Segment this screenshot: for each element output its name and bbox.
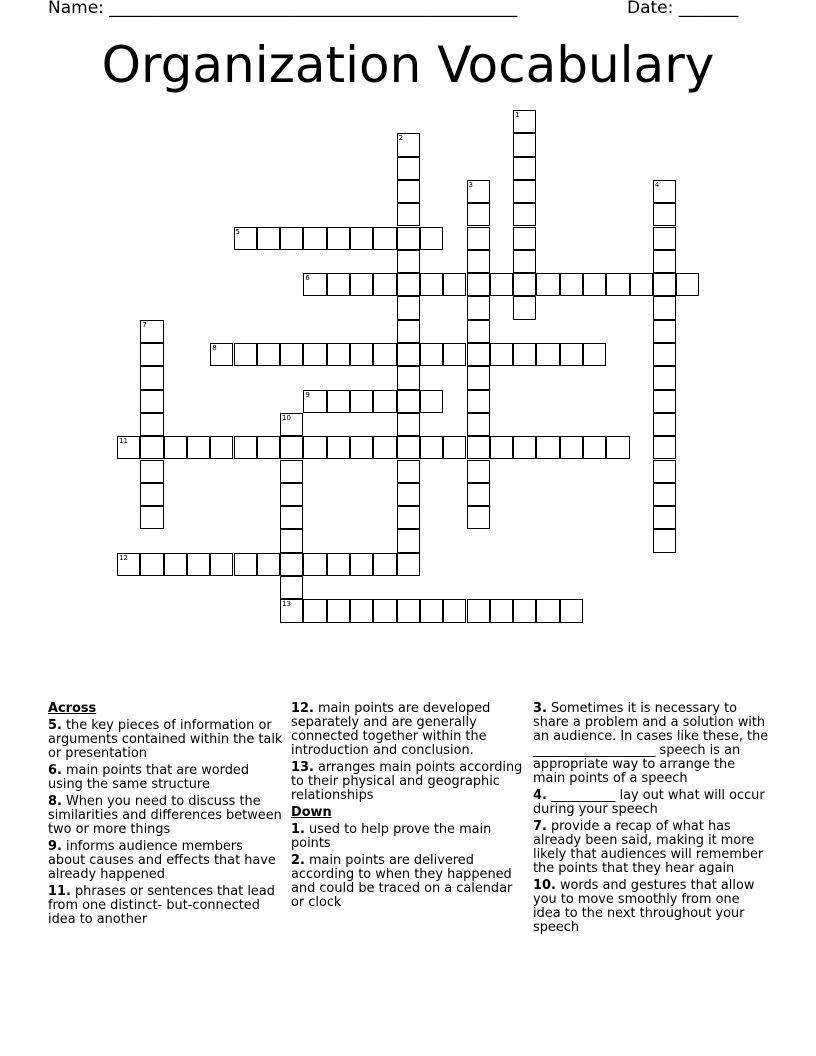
crossword-cell[interactable] [513,599,536,622]
clue-number: 9. [48,839,62,854]
clue-number-label: 3 [468,180,473,189]
crossword-cell[interactable] [467,599,490,622]
clue-number: 7. [533,819,547,834]
crossword-cell[interactable] [327,599,350,622]
crossword-cell[interactable] [397,320,420,343]
clue-number-label: 8 [212,344,217,352]
crossword-cell[interactable] [373,390,396,413]
clue-text: words and gestures that allow you to move smoothly from one idea to the next throughout your speech [533,878,755,935]
clues-column-1 [48,699,284,930]
crossword-cell[interactable] [280,553,303,576]
clue-number-label: 4 [654,180,660,189]
crossword-cell[interactable] [630,273,653,296]
crossword-cell[interactable] [606,273,629,296]
crossword-cell[interactable] [653,483,676,506]
clue-number-label: 13 [282,600,292,609]
crossword-cell[interactable] [583,436,606,459]
crossword-cell[interactable] [210,436,233,459]
crossword-cell[interactable] [234,436,257,459]
crossword-cell[interactable] [653,227,676,250]
crossword-cell[interactable] [397,506,420,529]
crossword-cell[interactable] [140,553,163,576]
crossword-cell[interactable] [513,133,536,156]
clue-across-11 [48,885,284,927]
crossword-cell[interactable] [513,250,536,273]
clue-number: 6. [48,763,62,778]
clue-down-7 [533,820,769,876]
crossword-cell[interactable] [327,436,350,459]
crossword-cell[interactable] [140,436,163,459]
crossword-cell[interactable] [373,227,396,250]
crossword-cell[interactable] [467,320,490,343]
page-title: Organization Vocabulary [101,36,715,94]
crossword-cell[interactable] [373,273,396,296]
crossword-cell[interactable] [653,320,676,343]
crossword-cell[interactable] [280,343,303,366]
crossword-cell[interactable] [280,529,303,552]
clue-down-3 [533,702,769,786]
crossword-cell[interactable] [140,483,163,506]
crossword-cell[interactable] [420,390,443,413]
crossword-cell[interactable] [467,273,490,296]
crossword-cell[interactable] [560,273,583,296]
crossword-cell[interactable] [350,343,373,366]
crossword-cell[interactable] [467,506,490,529]
crossword-cell[interactable] [140,413,163,436]
crossword-cell[interactable] [653,413,676,436]
crossword-cell[interactable] [420,343,443,366]
crossword-cell[interactable] [234,343,257,366]
crossword-cell[interactable] [140,460,163,483]
clue-across-13 [291,761,523,803]
crossword-cell[interactable] [490,343,513,366]
crossword-cell[interactable] [397,529,420,552]
crossword-cell[interactable] [467,436,490,459]
clue-number-label: 12 [119,553,128,562]
down-heading: Down [291,805,332,820]
date-field[interactable]: Date: _______ [627,0,739,18]
crossword-cell[interactable] [653,366,676,389]
crossword-cell[interactable] [327,390,350,413]
clue-number: 8. [48,794,62,809]
crossword-cell[interactable] [280,576,303,599]
crossword-cell[interactable] [653,250,676,273]
crossword-cell[interactable] [443,273,466,296]
clue-number: 2. [291,853,305,868]
crossword-cell[interactable] [397,180,420,203]
crossword-cell[interactable] [397,366,420,389]
crossword-cell[interactable] [280,460,303,483]
crossword-cell[interactable] [467,250,490,273]
crossword-cell[interactable] [210,553,233,576]
crossword-cell[interactable] [140,366,163,389]
crossword-cell[interactable] [397,599,420,622]
clue-number-label: 9 [305,390,310,399]
crossword-cell[interactable] [513,180,536,203]
clue-number: 3. [533,701,547,716]
crossword-cell[interactable] [443,599,466,622]
crossword-cell[interactable] [653,390,676,413]
clue-number-label: 7 [142,320,147,329]
clue-text: main points that are worded using the same structure [48,763,249,792]
clue-across-12 [291,702,523,758]
crossword-cell[interactable] [536,436,559,459]
crossword-cell[interactable] [397,390,420,413]
crossword-cell[interactable] [397,483,420,506]
crossword-cell[interactable] [490,599,513,622]
crossword-cell[interactable] [513,296,536,319]
crossword-cell[interactable] [350,436,373,459]
crossword-cell[interactable] [653,273,676,296]
crossword-cell[interactable] [187,553,210,576]
crossword-cell[interactable] [467,296,490,319]
clue-text: main points are delivered according to when they happened and could be traced on a calendar or clock [291,853,513,910]
clue-text: phrases or sentences that lead from one distinct- but-connected idea to another [48,884,275,927]
crossword-cell[interactable] [350,599,373,622]
crossword-cell[interactable] [350,227,373,250]
clue-number-label: 1 [515,111,520,119]
clue-text: informs audience members about causes and effects that have already happened [48,839,276,882]
clue-text: When you need to discuss the similarities and differences between two or more things [48,794,282,837]
crossword-cell[interactable] [280,506,303,529]
crossword-cell[interactable] [303,227,326,250]
crossword-cell[interactable] [606,436,629,459]
crossword-cell[interactable] [280,436,303,459]
crossword-cell[interactable] [303,343,326,366]
crossword-cell[interactable] [560,599,583,622]
crossword-cell[interactable] [513,273,536,296]
crossword-cell[interactable] [583,343,606,366]
crossword-cell[interactable] [327,553,350,576]
clue-number: 13. [291,760,314,775]
crossword-cell[interactable] [536,273,559,296]
clue-text: __________ lay out what will occur during your speech [533,788,765,817]
crossword-cell[interactable] [467,483,490,506]
crossword-cell[interactable] [303,553,326,576]
clue-text: the key pieces of information or arguments contained within the talk or presentation [48,718,283,761]
crossword-cell[interactable] [467,460,490,483]
clue-number: 4. [533,788,547,803]
crossword-cell[interactable] [373,436,396,459]
crossword-cell[interactable] [513,227,536,250]
clues-column-3 [533,699,769,938]
clue-text: arranges main points according to their physical and geographic relationships [291,760,523,803]
clue-down-10 [533,879,769,935]
crossword-cell[interactable] [234,553,257,576]
crossword-cell[interactable] [560,343,583,366]
crossword-cell[interactable] [164,553,187,576]
clue-number: 5. [48,718,62,733]
crossword-cell[interactable] [257,436,280,459]
crossword-cell[interactable] [513,436,536,459]
crossword-cell[interactable] [257,343,280,366]
clue-number-label: 10 [282,413,292,422]
crossword-cell[interactable] [397,203,420,226]
clue-number: 10. [533,878,556,893]
clue-number: 12. [291,701,314,716]
crossword-cell[interactable] [467,203,490,226]
crossword-cell[interactable] [513,343,536,366]
clue-text: main points are developed separately and are generally connected together within the introduction and conclusion. [291,701,491,758]
crossword-cell[interactable] [280,483,303,506]
crossword-cell[interactable] [257,553,280,576]
clues-column-2 [291,699,523,913]
clue-down-2 [291,854,523,910]
crossword-cell[interactable] [397,343,420,366]
crossword-cell[interactable] [420,599,443,622]
clue-number-label: 11 [119,437,128,446]
crossword-cell[interactable] [467,343,490,366]
clue-across-5 [48,719,284,761]
crossword-cell[interactable] [397,436,420,459]
crossword-cell[interactable] [653,436,676,459]
clue-across-9 [48,840,284,882]
clue-text: used to help prove the main points [291,822,492,851]
crossword-cell[interactable] [397,157,420,180]
crossword-cell[interactable] [420,436,443,459]
crossword-cell[interactable] [327,343,350,366]
clue-number: 11. [48,884,71,899]
clue-text: Sometimes it is necessary to share a problem and a solution with an audience. In cases like these, the ___________________ speech is an appropriate way to arrange the main points of a speech [533,701,769,786]
crossword-cell[interactable] [467,390,490,413]
clue-number-label: 5 [235,227,240,236]
crossword-cell[interactable] [303,599,326,622]
crossword-cell[interactable] [420,227,443,250]
crossword-cell[interactable] [140,506,163,529]
crossword-cell[interactable] [373,553,396,576]
crossword-cell[interactable] [350,553,373,576]
crossword-cell[interactable] [397,413,420,436]
crossword-cell[interactable] [397,460,420,483]
clue-down-4 [533,789,769,817]
crossword-cell[interactable] [467,366,490,389]
crossword-cell[interactable] [373,343,396,366]
crossword-cell[interactable] [653,460,676,483]
crossword-cell[interactable] [397,227,420,250]
crossword-cell[interactable] [443,343,466,366]
crossword-cell[interactable] [397,296,420,319]
crossword-cell[interactable] [653,343,676,366]
crossword-cell[interactable] [583,273,606,296]
crossword-cell[interactable] [257,227,280,250]
crossword-cell[interactable] [653,203,676,226]
crossword-cell[interactable] [467,227,490,250]
crossword-cell[interactable] [536,343,559,366]
crossword-cell[interactable] [350,390,373,413]
clue-number: 1. [291,822,305,837]
crossword-cell[interactable] [187,436,210,459]
crossword-cell[interactable] [467,413,490,436]
name-field[interactable]: Name: ________________________________________________ [48,0,518,18]
crossword-cell[interactable] [653,529,676,552]
crossword-cell[interactable] [303,436,326,459]
across-heading: Across [48,701,97,716]
clue-across-6 [48,764,284,792]
clue-number-label: 2 [398,134,404,143]
clue-number-label: 6 [305,274,310,283]
crossword-cell[interactable] [140,343,163,366]
crossword-cell[interactable] [490,436,513,459]
crossword-cell[interactable] [560,436,583,459]
crossword-cell[interactable] [490,273,513,296]
crossword-cell[interactable] [513,203,536,226]
clue-across-8 [48,795,284,837]
clue-down-1 [291,823,523,851]
crossword-cell[interactable] [164,436,187,459]
crossword-cell[interactable] [397,553,420,576]
crossword-cell[interactable] [280,227,303,250]
crossword-cell[interactable] [676,273,699,296]
crossword-cell[interactable] [443,436,466,459]
crossword-cell[interactable] [327,227,350,250]
crossword-cell[interactable] [653,296,676,319]
crossword-cell[interactable] [350,273,373,296]
crossword-cell[interactable] [653,506,676,529]
crossword-cell[interactable] [140,390,163,413]
crossword-cell[interactable] [327,273,350,296]
crossword-cell[interactable] [397,273,420,296]
clue-text: provide a recap of what has already been said, making it more likely that audiences will remember the points that they hear again [533,819,764,876]
crossword-cell[interactable] [397,250,420,273]
crossword-cell[interactable] [373,599,396,622]
crossword-cell[interactable] [420,273,443,296]
crossword-cell[interactable] [513,157,536,180]
crossword-cell[interactable] [536,599,559,622]
